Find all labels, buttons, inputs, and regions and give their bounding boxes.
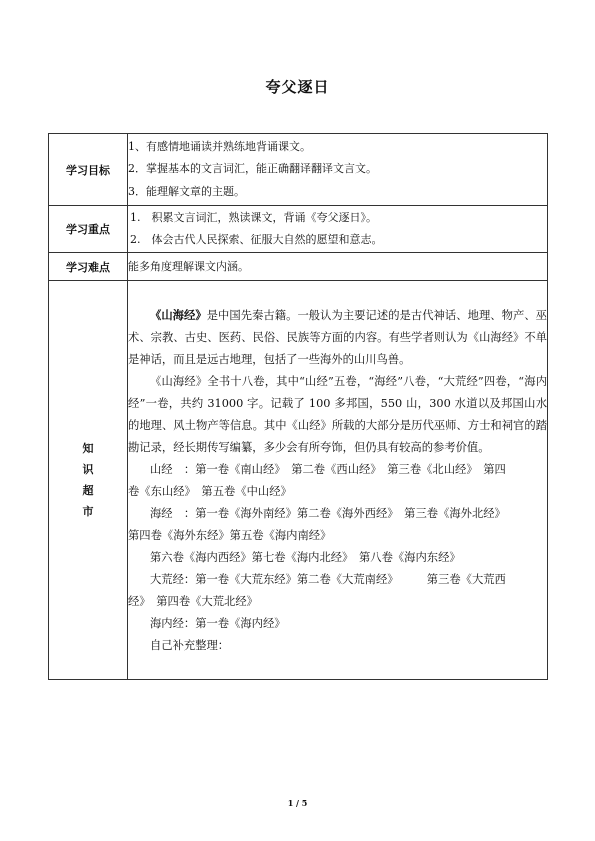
knowledge-label-char-3: 超	[82, 484, 94, 497]
shanjing-line-2: 卷《东山经》 第五卷《中山经》	[128, 484, 292, 498]
difficulty-text: 能多角度理解课文内涵。	[128, 259, 249, 273]
book-title-bold: 《山海经》	[150, 307, 207, 322]
page-title: 夸父逐日	[265, 78, 330, 96]
difficulty-row	[49, 253, 548, 281]
haijing-line-1: 海经 ：第一卷《海外南经》第二卷《海外西经》 第三卷《海外北经》	[150, 506, 506, 520]
haineijing-line: 海内经：第一卷《海内经》	[150, 616, 286, 630]
focus-label: 学习重点	[49, 206, 128, 253]
haijing-line-3: 第六卷《海内西经》第七卷《海内北经》 第八卷《海内东经》	[150, 550, 461, 564]
objectives-row	[49, 134, 548, 206]
difficulty-content	[128, 253, 548, 281]
page-number: 1 / 5	[287, 798, 308, 808]
knowledge-label-char-1: 知	[82, 442, 94, 455]
focus-content	[128, 206, 548, 253]
difficulty-label: 学习难点	[49, 253, 128, 281]
focus-item-1: 1. 积累文言词汇，熟读课文，背诵《夸父逐日》。	[130, 211, 377, 224]
objective-item-1: 1、有感情地诵读并熟练地背诵课文。	[128, 139, 311, 153]
knowledge-content	[128, 281, 548, 680]
knowledge-paragraph-1	[128, 304, 547, 371]
objectives-label: 学习目标	[49, 134, 128, 206]
knowledge-paragraph-1-text: 是中国先秦古籍。一般认为主要记述的是古代神话、地理、物产、巫术、宗教、古史、医药、民俗、民族等方面的内容。有些学者则认为《山海经》不单是神话，而且是远古地理，包括了一些海外的山川鸟兽。	[128, 308, 547, 366]
objective-item-2: 2．掌握基本的文言词汇，能正确翻译翻译文言文。	[128, 162, 377, 176]
focus-item-2: 2. 体会古代人民探索、征服大自然的愿望和意志。	[130, 233, 383, 246]
knowledge-label	[49, 281, 128, 680]
knowledge-paragraph-2: 《山海经》全书十八卷，其中“山经”五卷，“海经”八卷，“大荒经”四卷，“海内经”一卷，共约 31000 字。记载了 100 多邦国，550 山，300 水道以及邦国山水的地理、风土物产等信息。其中《山经》所载的大部分是历代巫师、方士和祠官的踏勘记录，经长期传写编纂，多少会有所夸饰，但仍具有较高的参考价值。	[128, 374, 547, 454]
study-table	[48, 133, 548, 680]
knowledge-label-char-4: 市	[82, 505, 94, 518]
shanjing-line-1: 山经 ：第一卷《南山经》 第二卷《西山经》 第三卷《北山经》 第四	[150, 462, 506, 476]
objectives-content	[128, 134, 548, 206]
dahuang-line-1: 大荒经：第一卷《大荒东经》第二卷《大荒南经》 第三卷《大荒西	[150, 572, 506, 586]
objective-item-3: 3．能理解文章的主题。	[128, 184, 245, 198]
supplement-line: 自己补充整理：	[150, 638, 230, 652]
focus-row	[49, 206, 548, 253]
dahuang-line-2: 经》 第四卷《大荒北经》	[128, 594, 258, 608]
knowledge-label-char-2: 识	[82, 463, 94, 476]
knowledge-row	[49, 281, 548, 680]
haijing-line-2: 第四卷《海外东经》第五卷《海内南经》	[128, 528, 332, 542]
